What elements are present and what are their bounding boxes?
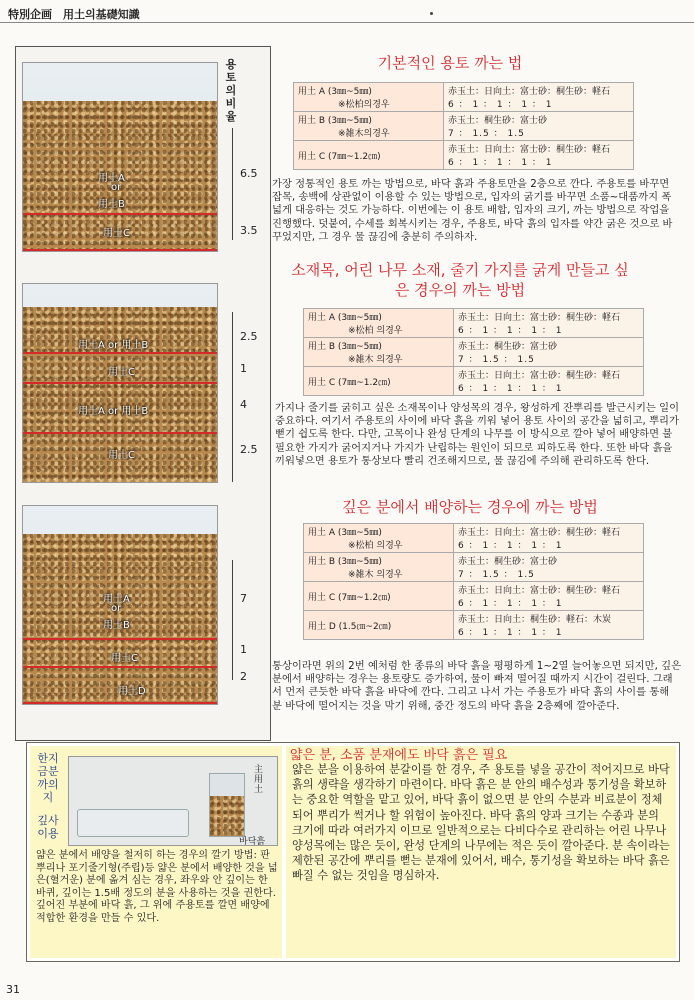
mix-label: 用土 B (3㎜~5㎜) bbox=[308, 342, 382, 352]
table-row bbox=[304, 524, 644, 553]
layer-divider bbox=[23, 249, 217, 251]
mix-table bbox=[293, 82, 634, 170]
table-row bbox=[304, 611, 644, 640]
mix-ratio: 6 ： 1 ： 1 ： 1 ： 1 bbox=[448, 158, 553, 168]
mix-label: 用土 A (3㎜~5㎜) bbox=[298, 87, 372, 97]
scale-value: 6.5 bbox=[240, 167, 258, 180]
deep-pot bbox=[209, 773, 245, 837]
table-row bbox=[294, 141, 634, 170]
photo-label: 用土C bbox=[111, 653, 138, 664]
ratio-axis-title: 용토의비율 bbox=[225, 58, 237, 123]
mix-table bbox=[303, 523, 644, 640]
mix-sub: ※雑木 의경우 bbox=[348, 355, 403, 365]
mix-ratio: 6 ： 1 ： 1 ： 1 ： 1 bbox=[458, 326, 563, 336]
table-row bbox=[294, 112, 634, 141]
mix-label: 用土 A (3㎜~5㎜) bbox=[308, 313, 382, 323]
layer-divider bbox=[23, 702, 217, 704]
photo-label: 用土A or 用土B bbox=[78, 406, 149, 417]
mix-sub: ※松柏의경우 bbox=[338, 100, 390, 110]
photo-label: 用土D bbox=[118, 686, 146, 697]
scale-value: 1 bbox=[240, 643, 247, 656]
section-title: 깊은 분에서 배양하는 경우에 까는 방법 bbox=[342, 498, 598, 516]
shallow-pot-photo bbox=[68, 756, 278, 846]
page-number: 31 bbox=[6, 983, 20, 996]
shallow-pot bbox=[77, 809, 189, 837]
table-row bbox=[304, 553, 644, 582]
scale-value: 3.5 bbox=[240, 224, 258, 237]
mix-label: 用土 B (3㎜~5㎜) bbox=[308, 557, 382, 567]
left-note-text: 얇은 분에서 배양을 철저히 하는 경우의 깔기 방법: 판뿌리나 포기줄기형(주립)등 얇은 분에서 배양한 것을 넓은(혈거운) 분에 옮겨 심는 경우, 좌우와 안 깊이는 한 바퀴, 깊이는 1.5배 정도의 분을 사용하는 것을 권한다. 깊어진 부분에 바닥 흙, 그 위에 주용토를 깔면 배양에 적합한 환경을 만들 수 있다. bbox=[36, 850, 278, 924]
mix-components: 赤玉土：日向土：富士砂：桐生砂：軽石 bbox=[458, 313, 621, 323]
section-title: 기본적인 용토 까는 법 bbox=[377, 54, 523, 72]
mix-ratio: 7 ： 1.5 ： 1.5 bbox=[458, 355, 535, 365]
scale-bar bbox=[232, 128, 233, 240]
mix-ratio: 6 ： 1 ： 1 ： 1 ： 1 bbox=[448, 100, 553, 110]
mix-ratio: 6 ： 1 ： 1 ： 1 ： 1 bbox=[458, 599, 563, 609]
pot-photo-3 bbox=[22, 505, 218, 705]
header-rule bbox=[0, 22, 694, 23]
layer-divider bbox=[23, 638, 217, 640]
mix-components: 赤玉土：桐生砂：富士砂 bbox=[458, 342, 558, 352]
bottom-body: 얇은 분을 이용하여 분갈이를 한 경우, 주 용토를 넣을 공간이 적어지므로 바닥 흙의 생략을 생각하기 마련이다. 바닥 흙은 분 안의 배수성과 통기성을 확보하는 중요한 역할을 맡고 있어, 바닥 흙이 없으면 분 안의 수분과 비료분이 정체되어 뿌리가 썩거나 할 위험이 높아진다. 바닥 흙의 양과 크기는 수종과 분의 크기에 따라 여러가지 이므로 일반적으로는 다비다수로 관리하는 어린 나무나 양성목에는 많은 듯이, 완성 단계의 나무에는 적은 듯이 깔아준다. 분 속이라는 제한된 공간에 뿌리를 뻗는 분재에 있어서, 배수, 통기성을 확보하는 바닥 흙은 빠질 수 없는 것임을 명심하자. bbox=[292, 763, 670, 883]
scale-value: 2.5 bbox=[240, 443, 258, 456]
mix-label: 用土 B (3㎜~5㎜) bbox=[298, 116, 372, 126]
scale-value: 1 bbox=[240, 362, 247, 375]
photo-label: 用土C bbox=[108, 367, 135, 378]
table-row bbox=[294, 83, 634, 112]
scale-value: 4 bbox=[240, 398, 247, 411]
mix-label: 用土 C (7㎜~1.2㎝) bbox=[298, 151, 381, 162]
photo-label: 用土C bbox=[103, 228, 130, 239]
photo-label: or bbox=[111, 603, 122, 614]
mix-label: 用土 A (3㎜~5㎜) bbox=[308, 528, 382, 538]
mix-components: 赤玉土：日向土：桐生砂：軽石：木炭 bbox=[458, 615, 612, 625]
page-header: 特別企画 用土의基礎知識 bbox=[8, 8, 140, 21]
table-row bbox=[304, 582, 644, 611]
section-title: 소재목, 어린 나무 소재, 줄기 가지를 굵게 만들고 싶은 경우의 까는 방법 bbox=[291, 261, 629, 299]
pot-photo-2 bbox=[22, 283, 218, 483]
photo-label: or bbox=[111, 182, 122, 193]
layer-divider bbox=[23, 213, 217, 215]
mix-components: 赤玉土：日向土：富士砂：桐生砂：軽石 bbox=[458, 586, 621, 596]
speck bbox=[430, 12, 433, 15]
section-body: 가장 정통적인 용토 까는 방법으로, 바닥 흙과 주용토만을 2층으로 깐다. 주용토를 바꾸면 잡목, 송백에 상관없이 이용할 수 있는 방법으로, 입자의 굵기를 바꾸면 소품~대품까지 폭 넓게 대응하는 것도 가능하다. 이번에는 이 용토 배합, 입자의 크기, 까는 방법으로 작업을 진행했다. 덧붙여, 수세를 회복시키는 경우, 주용토, 바닥 흙의 입자를 약간 굵은 것으로 바꾸었지만, 그 경우 물 끊김에 충분히 주의하자. bbox=[272, 178, 673, 243]
scale-bar bbox=[232, 560, 233, 680]
table-row bbox=[304, 338, 644, 367]
photo-label: 用土B bbox=[98, 199, 125, 210]
photo-label: 用土C bbox=[108, 450, 135, 461]
section-body: 가지나 줄기를 굵히고 싶은 소재목이나 양성목의 경우, 왕성하게 잔뿌리를 발근시키는 일이 중요하다. 여기서 주용토의 사이에 바닥 흙을 끼워 넣어 용토 사이의 공간을 넓히고, 뿌리가 뻗기 쉽도록 한다. 다만, 고목이나 완성 단계의 나무를 이 방식으로 깔아 넣어 배양하면 불필요한 가지가 굵어지거나 가지가 난립하는 원인이 되므로 피하도록 한다. 또한 바닥 흙을 끼워넣으면 용토가 통상보다 빨리 건조해지므로, 물 끊김에 주의해 관리하도록 한다. bbox=[275, 402, 680, 467]
scale-value: 2.5 bbox=[240, 330, 258, 343]
left-vertical-caption-2: 깊사이용 bbox=[37, 814, 59, 840]
mix-table bbox=[303, 308, 644, 396]
mix-ratio: 7 ： 1.5 ： 1.5 bbox=[458, 570, 535, 580]
mix-label: 用土 C (7㎜~1.2㎝) bbox=[308, 592, 391, 603]
scale-value: 7 bbox=[240, 592, 247, 605]
photo-label-bottom-soil: 바닥흙 bbox=[239, 837, 266, 846]
photo-label: 用土A bbox=[98, 173, 125, 184]
mix-components: 赤玉土：桐生砂：富士砂 bbox=[448, 116, 548, 126]
mix-ratio: 6 ： 1 ： 1 ： 1 ： 1 bbox=[458, 384, 563, 394]
mix-sub: ※雑木 의경우 bbox=[348, 570, 403, 580]
photo-label: 用土A or 用土B bbox=[78, 340, 149, 351]
mix-components: 赤玉土：桐生砂：富士砂 bbox=[458, 557, 558, 567]
section-body: 통상이라면 위의 2번 예처럼 한 종류의 바닥 흙을 평평하게 1~2열 늘어놓으면 되지만, 깊은 분에서 배양하는 경우는 용토량도 증가하여, 물이 빠져 떨어질 때까지 시간이 걸린다. 그래서 먼저 큰듯한 바닥 흙을 바닥에 깐다. 그리고 나서 가는 주용토가 바닥 흙의 사이를 통해 분 바닥에 떨어지는 것을 막기 위해, 중간 정도의 바닥 흙을 2층째에 깔아준다. bbox=[272, 660, 682, 712]
mix-sub: ※雑木의경우 bbox=[338, 129, 390, 139]
photo-label: 用土A bbox=[103, 594, 130, 605]
mix-components: 赤玉土：日向土：富士砂：桐生砂：軽石 bbox=[458, 371, 621, 381]
mix-sub: ※松柏 의경우 bbox=[348, 326, 403, 336]
bottom-title: 얇은 분, 소품 분재에도 바닥 흙은 필요 bbox=[290, 748, 508, 763]
mix-components: 赤玉土：日向土：富士砂：桐生砂：軽石 bbox=[458, 528, 621, 538]
table-row bbox=[304, 309, 644, 338]
mix-sub: ※松柏 의경우 bbox=[348, 541, 403, 551]
mix-label: 用土 C (7㎜~1.2㎝) bbox=[308, 377, 391, 388]
pot-photo-1 bbox=[22, 62, 218, 252]
mix-components: 赤玉土：日向土：富士砂：桐生砂：軽石 bbox=[448, 87, 611, 97]
scale-bar bbox=[232, 312, 233, 482]
layer-divider bbox=[23, 352, 217, 354]
table-row bbox=[304, 367, 644, 396]
mix-label: 用土 D (1.5㎝~2㎝) bbox=[308, 621, 392, 632]
mix-ratio: 7 ： 1.5 ： 1.5 bbox=[448, 129, 525, 139]
layer-divider bbox=[23, 666, 217, 668]
layer-divider bbox=[23, 432, 217, 434]
photo-label-main-soil: 主用土 bbox=[254, 765, 264, 795]
mix-components: 赤玉土：日向土：富士砂：桐生砂：軽石 bbox=[448, 145, 611, 155]
mix-ratio: 6 ： 1 ： 1 ： 1 ： 1 bbox=[458, 628, 563, 638]
layer-divider bbox=[23, 382, 217, 384]
photo-label: 用土B bbox=[103, 620, 130, 631]
left-vertical-caption: 한지금분까의지 bbox=[37, 752, 59, 804]
mix-ratio: 6 ： 1 ： 1 ： 1 ： 1 bbox=[458, 541, 563, 551]
scale-value: 2 bbox=[240, 670, 247, 683]
